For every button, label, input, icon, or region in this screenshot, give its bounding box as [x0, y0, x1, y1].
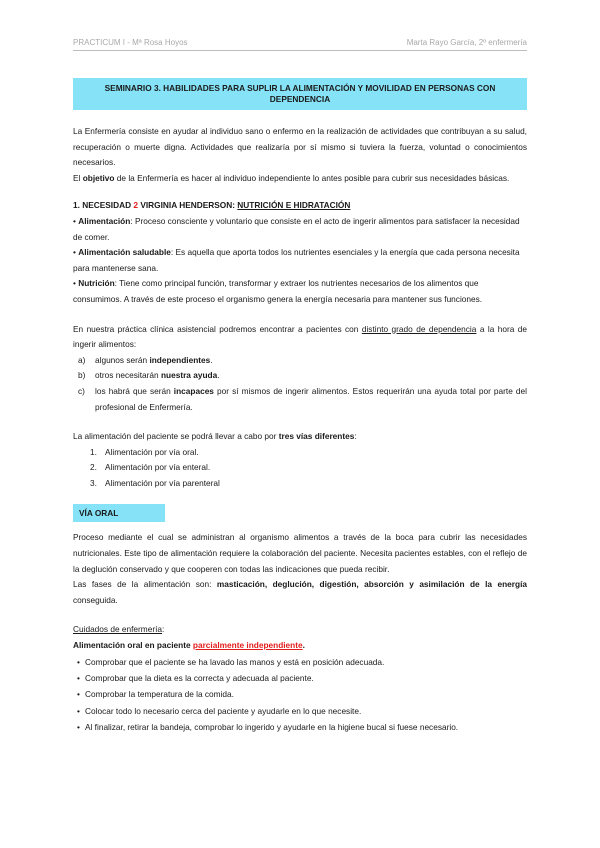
definition-item: • Nutrición: Tiene como principal función, transformar y extraer los nutrientes necesarios de los alimentos que consumimos. A través de este proceso el organismo genera la energía necesaria para mantener sus funciones. — [73, 278, 483, 304]
section-heading: 1. NECESIDAD 2 VIRGINIA HENDERSON: NUTRICIÓN E HIDRATACIÓN — [73, 200, 351, 211]
list-item: c) los habrá que serán incapaces por sí mismos de ingerir alimentos. Estos requerirán una ayuda total por parte del profesional de Enfermería. — [78, 385, 527, 412]
via-oral-paragraph: Proceso mediante el cual se administran al organismo alimentos a través de la boca para cubrir las necesidades nutricionales. Este tipo de alimentación requiere la colaboración del paciente. Necesita pacientes estables, con el reflejo de la deglución conservado y que cooperen con todas las indicaciones que pueda recibir. — [73, 532, 527, 574]
header-right: Marta Rayo García, 2º enfermería — [406, 38, 527, 47]
list-item: 2. Alimentación por vía enteral. — [90, 462, 211, 473]
list-item: 3. Alimentación por vía parenteral — [90, 477, 220, 488]
intro-paragraph: La Enfermería consiste en ayudar al individuo sano o enfermo en la realización de actividades que contribuyan a su salud, recuperación o muerte digna. Actividades que realizaría por sí mismo si tuviera la fuerza, voluntad o conocimientos necesarios. — [73, 126, 527, 168]
via-oral-label: VÍA ORAL — [73, 504, 165, 522]
list-item: b) otros necesitarán nuestra ayuda. — [78, 370, 220, 381]
list-item: • Comprobar que la dieta es la correcta y adecuada al paciente. — [77, 673, 314, 684]
header-left: PRACTICUM I - Mª Rosa Hoyos — [73, 38, 188, 47]
header-divider — [73, 50, 527, 51]
practice-paragraph: En nuestra práctica clínica asistencial podremos encontrar a pacientes con distinto grado de dependencia a la hora de ingerir alimentos: — [73, 323, 527, 350]
care-list — [73, 654, 527, 736]
list-item: • Al finalizar, retirar la bandeja, comprobar lo ingerido y ayudarle en la higiene bucal si fuese necesario. — [77, 722, 459, 733]
document-content — [73, 78, 527, 736]
routes-paragraph: La alimentación del paciente se podrá llevar a cabo por tres vías diferentes: — [73, 431, 357, 442]
list-item: • Colocar todo lo necesario cerca del paciente y ayudarle en lo que necesite. — [77, 705, 362, 716]
routes-list — [73, 445, 527, 492]
care-heading: Cuidados de enfermería: — [73, 624, 165, 635]
list-item: • Comprobar que el paciente se ha lavado las manos y está en posición adecuada. — [77, 656, 385, 667]
care-subheading: Alimentación oral en paciente parcialmente independiente. — [73, 640, 305, 651]
objective-paragraph: El objetivo de la Enfermería es hacer al individuo independiente lo antes posible para cubrir sus necesidades básicas. — [73, 172, 510, 183]
seminar-title: SEMINARIO 3. HABILIDADES PARA SUPLIR LA ALIMENTACIÓN Y MOVILIDAD EN PERSONAS CON DEPENDENCIA — [73, 78, 527, 110]
list-item: • Comprobar la temperatura de la comida. — [77, 689, 234, 700]
list-item: a) algunos serán independientes. — [78, 354, 213, 365]
dependency-list — [73, 353, 527, 415]
definition-item: • Alimentación saludable: Es aquella que aporta todos los nutrientes esenciales y la energía que cada persona necesita para mantenerse sana. — [73, 247, 520, 273]
phases-paragraph: Las fases de la alimentación son: masticación, deglución, digestión, absorción y asimilación de la energía conseguida. — [73, 579, 527, 605]
definition-item: • Alimentación: Proceso consciente y voluntario que consiste en el acto de ingerir alimentos para satisfacer la necesidad de comer. — [73, 215, 520, 242]
list-item: 1. Alimentación por vía oral. — [90, 446, 199, 457]
